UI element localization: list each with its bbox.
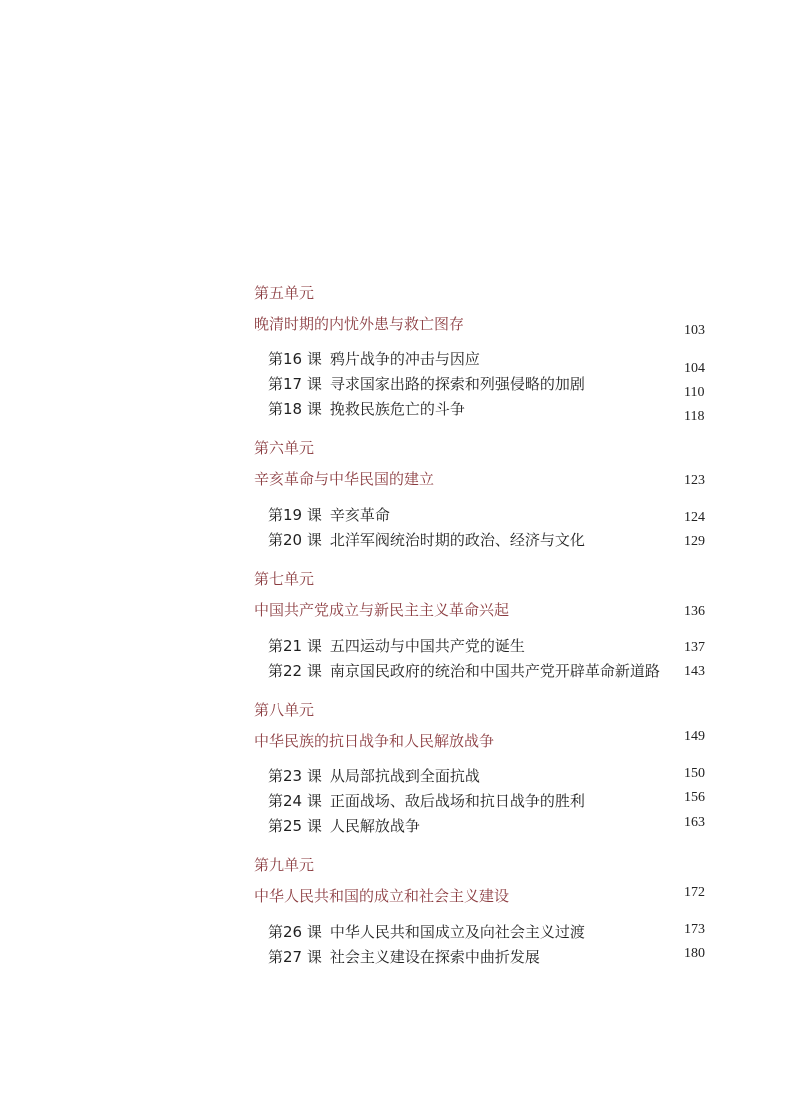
unit-heading: 第八单元 — [254, 701, 315, 719]
lesson-number: 第20 课 — [268, 531, 322, 549]
lesson-title: 社会主义建设在探索中曲折发展 — [329, 948, 540, 966]
lesson-page-number: 137 — [684, 640, 705, 655]
lesson-entry — [268, 533, 585, 548]
lesson-title: 正面战场、敌后战场和抗日战争的胜利 — [329, 792, 585, 810]
unit-heading: 第九单元 — [254, 856, 315, 874]
lesson-number: 第23 课 — [268, 767, 322, 785]
lesson-page-number: 150 — [684, 766, 705, 781]
lesson-number: 第18 课 — [268, 400, 322, 418]
lesson-entry — [268, 950, 540, 965]
lesson-number: 第24 课 — [268, 792, 322, 810]
unit-page-number: 172 — [684, 885, 705, 900]
lesson-title: 南京国民政府的统治和中国共产党开辟革命新道路 — [329, 662, 660, 680]
lesson-entry — [268, 925, 585, 940]
lesson-page-number: 118 — [684, 409, 705, 424]
unit-page-number: 103 — [684, 323, 705, 338]
lesson-title: 鸦片战争的冲击与因应 — [329, 350, 480, 368]
lesson-title: 人民解放战争 — [329, 817, 420, 835]
lesson-entry — [268, 769, 480, 784]
lesson-entry — [268, 664, 660, 679]
unit-page-number: 149 — [684, 729, 705, 744]
lesson-page-number: 104 — [684, 361, 705, 376]
unit-page-number: 123 — [684, 473, 705, 488]
lesson-page-number: 124 — [684, 510, 705, 525]
lesson-page-number: 129 — [684, 534, 705, 549]
lesson-title: 从局部抗战到全面抗战 — [329, 767, 480, 785]
lesson-page-number: 173 — [684, 922, 705, 937]
unit-heading: 第六单元 — [254, 439, 315, 457]
lesson-title: 寻求国家出路的探索和列强侵略的加剧 — [329, 375, 585, 393]
lesson-title: 挽救民族危亡的斗争 — [329, 400, 465, 418]
lesson-page-number: 143 — [684, 664, 705, 679]
unit-title: 辛亥革命与中华民国的建立 — [254, 470, 435, 488]
unit-title: 晚清时期的内忧外患与救亡图存 — [254, 315, 465, 333]
lesson-page-number: 110 — [684, 385, 705, 400]
unit-title: 中国共产党成立与新民主主义革命兴起 — [254, 601, 510, 619]
unit-heading: 第五单元 — [254, 284, 315, 302]
unit-heading: 第七单元 — [254, 570, 315, 588]
lesson-number: 第25 课 — [268, 817, 322, 835]
lesson-entry — [268, 377, 585, 392]
lesson-number: 第21 课 — [268, 637, 322, 655]
lesson-number: 第27 课 — [268, 948, 322, 966]
unit-title: 中华民族的抗日战争和人民解放战争 — [254, 732, 495, 750]
lesson-page-number: 156 — [684, 790, 705, 805]
lesson-title: 辛亥革命 — [329, 506, 390, 524]
lesson-title: 北洋军阀统治时期的政治、经济与文化 — [329, 531, 585, 549]
unit-page-number: 136 — [684, 604, 705, 619]
lesson-title: 中华人民共和国成立及向社会主义过渡 — [329, 923, 585, 941]
lesson-entry — [268, 402, 465, 417]
lesson-number: 第16 课 — [268, 350, 322, 368]
lesson-number: 第19 课 — [268, 506, 322, 524]
lesson-entry — [268, 508, 390, 523]
lesson-page-number: 163 — [684, 815, 705, 830]
lesson-title: 五四运动与中国共产党的诞生 — [329, 637, 525, 655]
lesson-entry — [268, 639, 525, 654]
unit-title: 中华人民共和国的成立和社会主义建设 — [254, 887, 510, 905]
lesson-number: 第22 课 — [268, 662, 322, 680]
lesson-number: 第17 课 — [268, 375, 322, 393]
lesson-page-number: 180 — [684, 946, 705, 961]
lesson-entry — [268, 352, 480, 367]
lesson-entry — [268, 794, 585, 809]
lesson-number: 第26 课 — [268, 923, 322, 941]
lesson-entry — [268, 819, 420, 834]
